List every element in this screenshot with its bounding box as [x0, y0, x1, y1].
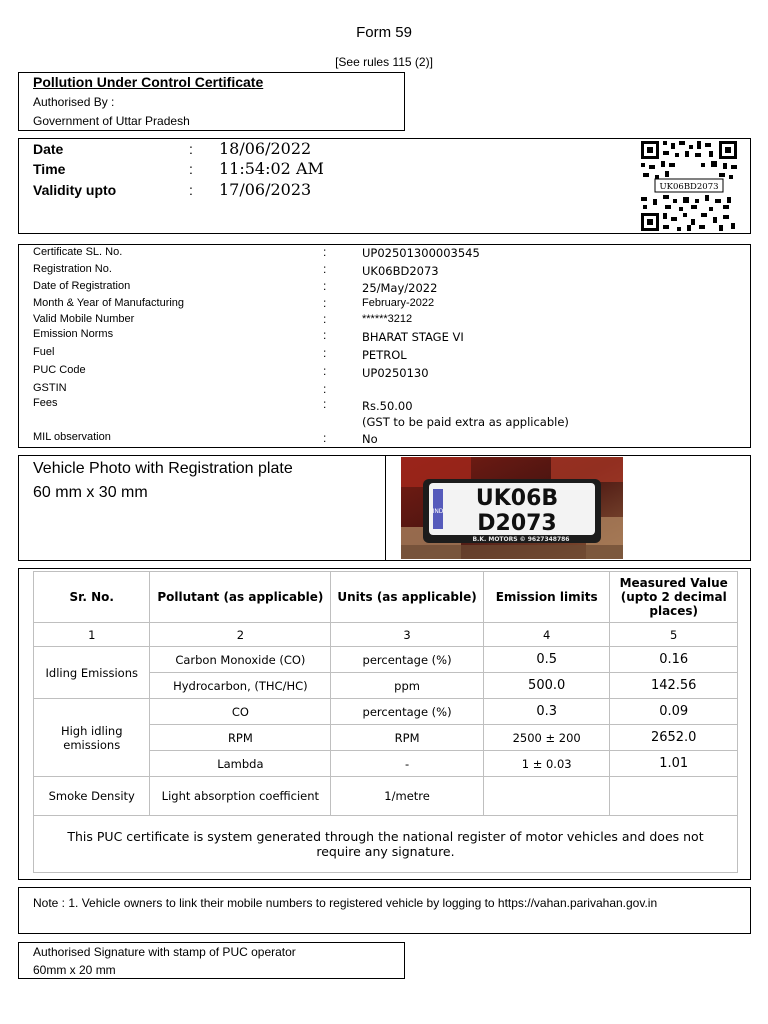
detail-value-mobile: ******3212 — [362, 313, 413, 325]
measured-cell: 0.09 — [610, 699, 738, 725]
date-value: 18/06/2022 — [219, 139, 312, 158]
authority-name: Government of Uttar Pradesh — [33, 114, 190, 128]
column-number: 3 — [331, 623, 484, 647]
photo-label: Vehicle Photo with Registration plate — [33, 460, 293, 477]
validity-value: 17/06/2023 — [219, 180, 312, 199]
unit-cell: - — [331, 751, 484, 777]
limit-cell: 0.5 — [483, 647, 610, 673]
column-number: 1 — [34, 623, 150, 647]
detail-value-emission-norms: BHARAT STAGE VI — [362, 330, 464, 344]
table-footer-row — [34, 816, 738, 873]
detail-label: GSTIN — [33, 382, 67, 394]
emission-table-box — [18, 568, 751, 880]
form-title: Form 59 — [356, 24, 412, 41]
group-idling-emissions: Idling Emissions — [34, 647, 150, 699]
detail-value-certificate-sl: UP02501300003545 — [362, 246, 480, 260]
detail-value-registration: UK06BD2073 — [362, 264, 439, 278]
detail-colon: : — [323, 312, 327, 326]
column-header: Sr. No. — [34, 572, 150, 623]
limit-cell: 500.0 — [483, 673, 610, 699]
time-colon: : — [189, 161, 193, 177]
table-header-row — [34, 572, 738, 623]
column-header: Units (as applicable) — [331, 572, 484, 623]
unit-cell: 1/metre — [331, 777, 484, 816]
detail-label: Emission Norms — [33, 328, 114, 340]
detail-label: Registration No. — [33, 263, 112, 275]
plate-line-1: UK06B — [475, 486, 559, 511]
detail-colon: : — [323, 328, 327, 342]
detail-label: Fuel — [33, 346, 55, 358]
certificate-title: Pollution Under Control Certificate — [33, 74, 264, 90]
photo-size-label: 60 mm x 30 mm — [33, 484, 148, 501]
limit-cell: 0.3 — [483, 699, 610, 725]
column-header: Measured Value (upto 2 decimal places) — [610, 572, 738, 623]
plate-country: IND — [432, 508, 444, 515]
rules-reference: [See rules 115 (2)] — [335, 55, 433, 69]
table-row — [34, 699, 738, 725]
detail-label: Fees — [33, 397, 58, 409]
certificate-title-box — [18, 72, 405, 131]
table-row — [34, 647, 738, 673]
detail-colon: : — [323, 364, 327, 378]
detail-value-puc-code: UP0250130 — [362, 366, 429, 380]
photo-divider — [385, 456, 386, 560]
date-time-box — [18, 138, 751, 234]
date-label: Date — [33, 141, 64, 157]
detail-value-manufacturing: February-2022 — [362, 297, 435, 309]
detail-colon: : — [323, 382, 327, 396]
pollutant-cell: Light absorption coefficient — [150, 777, 331, 816]
system-generated-note: This PUC certificate is system generated through the national register of motor vehicles and does not require any signature. — [34, 816, 738, 873]
group-smoke-density: Smoke Density — [34, 777, 150, 816]
unit-cell: ppm — [331, 673, 484, 699]
column-number: 2 — [150, 623, 331, 647]
group-high-idling-emissions: High idling emissions — [34, 699, 150, 777]
column-header: Emission limits — [483, 572, 610, 623]
pollutant-cell: CO — [150, 699, 331, 725]
measured-cell: 1.01 — [610, 751, 738, 777]
signature-size-label: 60mm x 20 mm — [33, 963, 116, 977]
time-label: Time — [33, 161, 66, 177]
detail-label: Valid Mobile Number — [33, 313, 135, 325]
detail-colon: : — [323, 279, 327, 293]
unit-cell: percentage (%) — [331, 647, 484, 673]
signature-box — [18, 942, 405, 979]
detail-label: Certificate SL. No. — [33, 246, 123, 258]
validity-label: Validity upto — [33, 182, 117, 198]
validity-colon: : — [189, 182, 193, 198]
vehicle-photo — [401, 457, 623, 559]
detail-value-registration-date: 25/May/2022 — [362, 281, 438, 295]
date-colon: : — [189, 141, 193, 157]
detail-colon: : — [323, 397, 327, 411]
detail-fees-note: (GST to be paid extra as applicable) — [362, 415, 569, 429]
certificate-details — [18, 244, 751, 448]
detail-label: Date of Registration — [33, 280, 131, 292]
plate-line-2: D2073 — [477, 511, 557, 536]
table-row — [34, 777, 738, 816]
detail-colon: : — [323, 262, 327, 276]
emission-table — [33, 571, 738, 873]
detail-label: MIL observation — [33, 431, 111, 443]
pollutant-cell: Carbon Monoxide (CO) — [150, 647, 331, 673]
column-number: 5 — [610, 623, 738, 647]
detail-value-mil: No — [362, 432, 378, 446]
measured-cell: 2652.0 — [610, 725, 738, 751]
authorised-by-label: Authorised By : — [33, 95, 115, 109]
column-header: Pollutant (as applicable) — [150, 572, 331, 623]
detail-value-fees: Rs.50.00 — [362, 399, 413, 413]
signature-label: Authorised Signature with stamp of PUC operator — [33, 945, 296, 959]
limit-cell: 2500 ± 200 — [483, 725, 610, 751]
detail-colon: : — [323, 245, 327, 259]
detail-colon: : — [323, 296, 327, 310]
note-text: Note : 1. Vehicle owners to link their mobile numbers to registered vehicle by logging to https://vahan.parivahan.gov.in — [33, 896, 658, 910]
column-number-row — [34, 623, 738, 647]
unit-cell: percentage (%) — [331, 699, 484, 725]
detail-label: Month & Year of Manufacturing — [33, 297, 185, 309]
detail-colon: : — [323, 431, 327, 445]
time-value: 11:54:02 AM — [219, 159, 324, 178]
measured-cell: 142.56 — [610, 673, 738, 699]
column-number: 4 — [483, 623, 610, 647]
detail-colon: : — [323, 346, 327, 360]
limit-cell: 1 ± 0.03 — [483, 751, 610, 777]
pollutant-cell: RPM — [150, 725, 331, 751]
measured-cell — [610, 777, 738, 816]
limit-cell — [483, 777, 610, 816]
qr-code-icon — [639, 139, 739, 233]
pollutant-cell: Lambda — [150, 751, 331, 777]
plate-dealer: B.K. MOTORS © 9627348786 — [472, 536, 570, 543]
unit-cell: RPM — [331, 725, 484, 751]
vehicle-photo-box — [18, 455, 751, 561]
detail-value-fuel: PETROL — [362, 348, 407, 362]
note-box — [18, 887, 751, 934]
measured-cell: 0.16 — [610, 647, 738, 673]
detail-label: PUC Code — [33, 364, 86, 376]
qr-caption: UK06BD2073 — [659, 182, 719, 192]
pollutant-cell: Hydrocarbon, (THC/HC) — [150, 673, 331, 699]
